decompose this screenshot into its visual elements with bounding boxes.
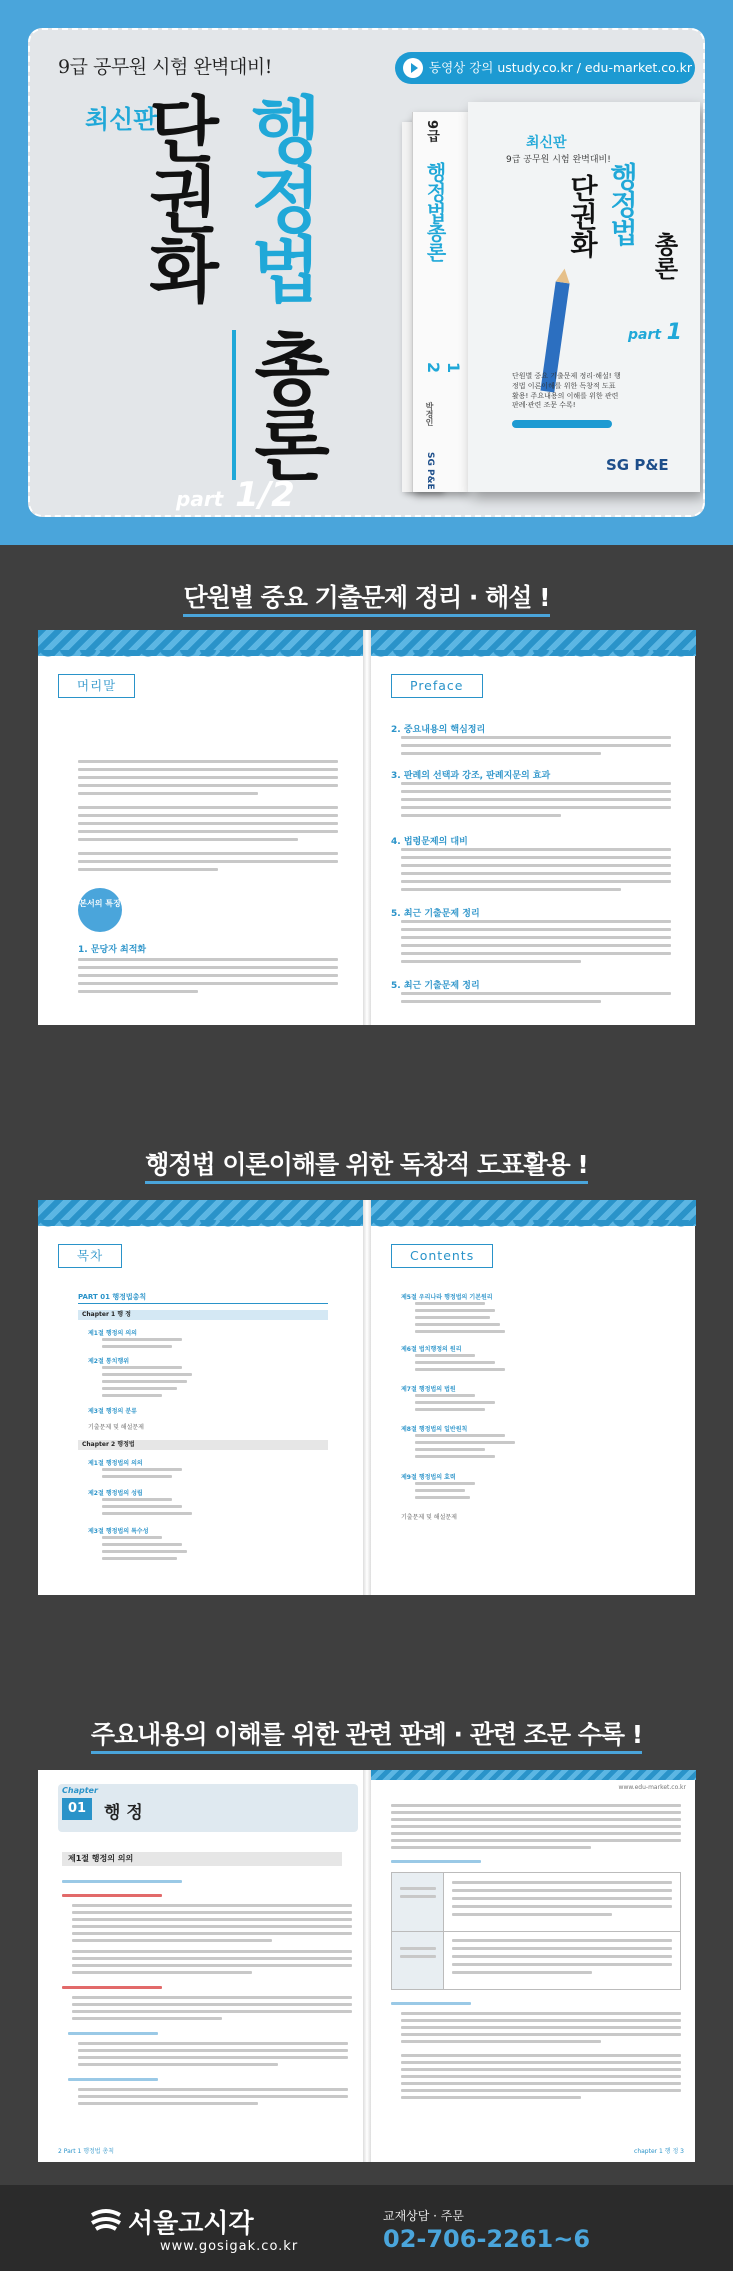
toc-chapter-1: Chapter 1 행 정 xyxy=(78,1310,328,1320)
toc-right-item: 제7절 행정법의 법원 xyxy=(401,1386,456,1393)
toc-left-item: 기출문제 및 해설문제 xyxy=(88,1424,144,1431)
hero-part-label: part 1/2 xyxy=(176,475,295,515)
section-3-spread xyxy=(38,1770,695,2162)
toc-right-item: 기출문제 및 해설문제 xyxy=(401,1514,457,1521)
page-wave-header xyxy=(371,1200,696,1226)
book-publisher-logo: SG P&E xyxy=(606,456,669,474)
contact-phone[interactable]: 02-706-2261~6 xyxy=(383,2225,591,2253)
section-heading: 제1절 행정의 의의 xyxy=(68,1854,134,1863)
section-2-title: 행정법 이론이해를 위한 독창적 도표활용 ! xyxy=(0,1145,733,1181)
contact-label: 교재상담 · 주문 xyxy=(383,2209,464,2223)
publisher-logo-text: 서울고시각 xyxy=(128,2209,254,2239)
page-wave-header xyxy=(38,630,363,656)
toc-en-page xyxy=(371,1200,696,1595)
play-icon xyxy=(403,58,423,78)
hero-title-bar xyxy=(232,330,236,480)
page-wave-header xyxy=(371,630,696,656)
book-title-b: 행정법 xyxy=(606,162,639,246)
toc-chapter-2: Chapter 2 행정법 xyxy=(78,1440,328,1450)
right-heading-4: 5. 최근 기출문제 정리 xyxy=(391,909,480,919)
hero-title-haengjeongbeop: 행정법 xyxy=(238,92,322,302)
video-lecture-link[interactable]: 동영상 강의 ustudy.co.kr / edu-market.co.kr xyxy=(395,52,695,84)
toc-kr-page xyxy=(38,1200,363,1595)
page-heading: 목차 xyxy=(58,1244,122,1268)
hero-part-number: 1/2 xyxy=(235,475,295,515)
chapter-number: 01 xyxy=(62,1798,92,1820)
features-badge: 본서의 특징 xyxy=(78,888,122,932)
page-wave-header xyxy=(38,1200,363,1226)
book-title-a: 단권화 xyxy=(566,174,599,258)
toc-right-item: 제9절 행정법의 효력 xyxy=(401,1474,456,1481)
hero-title-danguonhwa: 단권화 xyxy=(136,92,220,302)
toc-left-item: 제2절 행정법의 성립 xyxy=(88,1490,143,1497)
book-edition: 최신판 xyxy=(526,135,567,151)
body-page-right xyxy=(371,1770,696,2162)
publisher-logo-icon xyxy=(90,2207,122,2233)
footer xyxy=(0,2185,733,2271)
toc-left-item: 제3절 행정법의 특수성 xyxy=(88,1528,149,1535)
toc-right-item: 제5절 우리나라 행정법의 기본원리 xyxy=(401,1294,493,1301)
section-1-title: 단원별 중요 기출문제 정리 · 해설 ! xyxy=(0,578,733,614)
section-1-spread xyxy=(38,630,695,1025)
hero-title-chongron: 총론 xyxy=(240,328,330,480)
right-heading-3: 4. 법령문제의 대비 xyxy=(391,837,468,847)
chapter-label: Chapter xyxy=(62,1786,98,1795)
right-heading-5: 5. 최근 기출문제 정리 xyxy=(391,981,480,991)
book-cover xyxy=(468,102,700,492)
toc-right-item: 제6절 법치행정의 원리 xyxy=(401,1346,462,1353)
comparison-table xyxy=(391,1872,681,1990)
chapter-banner xyxy=(58,1784,358,1832)
hero-banner xyxy=(0,0,733,545)
section-2-spread xyxy=(38,1200,695,1595)
body-page-left xyxy=(38,1770,363,2162)
left-page-footer: 2 Part 1 행정법 총칙 xyxy=(58,2148,115,2155)
preface-kr-page xyxy=(38,630,363,1025)
toc-left-item: 제3절 행정의 분류 xyxy=(88,1408,137,1415)
toc-left-item: 제1절 행정법의 의의 xyxy=(88,1460,143,1467)
chapter-title: 행 정 xyxy=(104,1803,143,1823)
site-url: www.edu-market.co.kr xyxy=(618,1784,686,1791)
right-page-footer: chapter 1 행 정 3 xyxy=(634,2148,684,2155)
book-subtitle: 9급 공무원 시험 완벽대비! xyxy=(506,155,611,165)
page-heading: 머리말 xyxy=(58,674,135,698)
toc-right-item: 제8절 행정법의 일반원칙 xyxy=(401,1426,468,1433)
page-heading: Preface xyxy=(391,674,483,698)
book-part: part 1 xyxy=(628,320,682,345)
hero-edition: 최신판 xyxy=(85,105,158,134)
toc-left-item: 제2절 통치행위 xyxy=(88,1358,130,1365)
toc-part: PART 01 행정법총칙 xyxy=(78,1293,147,1301)
book-spine: 9급 행정법총론 2 1 박경인 SG P&E xyxy=(412,112,468,492)
section-3-title: 주요내용의 이해를 위한 관련 판례 · 관련 조문 수록 ! xyxy=(0,1715,733,1751)
publisher-url[interactable]: www.gosigak.co.kr xyxy=(160,2239,299,2254)
left-heading-1: 1. 문당자 최적화 xyxy=(78,945,147,955)
book-description: 단원별 중요 기출문제 정리·해설! 행정법 이론이해를 위한 독창적 도표활용! 주요내용의 이해를 위한 관련 판례·관련 조문 수록! xyxy=(512,372,621,410)
page-heading: Contents xyxy=(391,1244,493,1268)
toc-left-item: 제1절 행정의 의의 xyxy=(88,1330,137,1337)
book-strip xyxy=(512,420,612,428)
preface-en-page xyxy=(371,630,696,1025)
right-heading-2: 3. 판례의 선택과 강조, 판례지문의 효과 xyxy=(391,771,551,781)
book-title-c: 총론 xyxy=(650,232,678,280)
hero-panel xyxy=(28,28,705,517)
hero-subtitle: 9급 공무원 시험 완벽대비! xyxy=(58,56,272,78)
right-heading-1: 2. 중요내용의 핵심정리 xyxy=(391,725,486,735)
